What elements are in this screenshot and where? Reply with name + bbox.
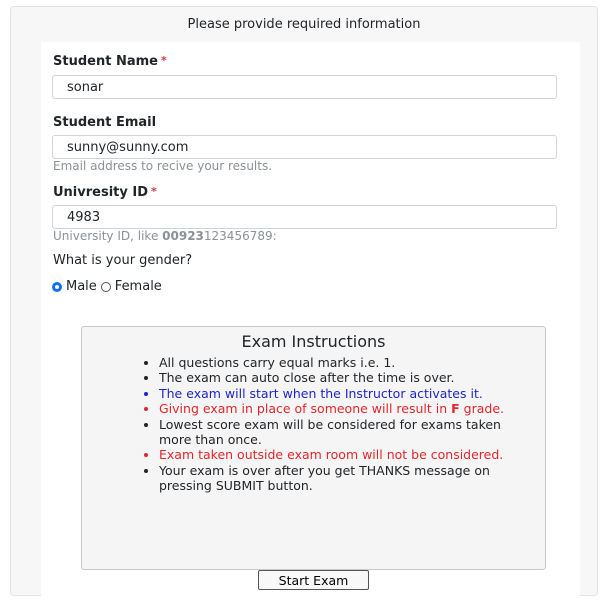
student-name-label-text: Student Name — [53, 54, 158, 69]
exam-instructions-title: Exam Instructions — [241, 332, 386, 351]
university-id-label-text: Univresity ID — [53, 185, 149, 200]
form-card — [10, 6, 598, 596]
instruction-item: • Lowest score exam will be considered for exams taken more than once. — [159, 417, 530, 448]
exam-instructions-list — [120, 355, 530, 494]
form-panel — [41, 42, 580, 597]
card-header-title: Please provide required information — [187, 16, 421, 32]
university-id-label — [53, 185, 157, 200]
card-header — [11, 7, 597, 41]
student-email-input[interactable] — [52, 135, 557, 159]
male-label[interactable]: Male — [66, 279, 97, 294]
instruction-item: • The exam will start when the Instructor activates it. — [159, 386, 530, 401]
university-id-help-text — [53, 229, 277, 243]
instruction-item: • Exam taken outside exam room will not be considered. — [159, 447, 530, 462]
student-email-label-text: Student Email — [53, 115, 157, 130]
help-suffix: 123456789: — [203, 229, 277, 243]
student-email-label — [53, 115, 156, 130]
help-bold: 00923 — [162, 229, 204, 243]
required-mark: * — [160, 54, 167, 67]
start-exam-button[interactable]: Start Exam — [258, 570, 369, 590]
university-id-input[interactable] — [52, 205, 557, 229]
instruction-item: • The exam can auto close after the time is over. — [159, 370, 530, 385]
male-radio[interactable] — [52, 282, 62, 292]
instruction-item: • Your exam is over after you get THANKS message on pressing SUBMIT button. — [159, 463, 530, 494]
instruction-item-bold: F — [451, 401, 460, 417]
instruction-item — [159, 401, 530, 416]
instruction-item-prefix: Giving exam in place of someone will result in — [159, 401, 452, 417]
exam-instructions-box — [81, 326, 546, 570]
instruction-item: • All questions carry equal marks i.e. 1. — [159, 355, 530, 370]
required-mark: * — [151, 185, 157, 198]
student-name-label — [53, 54, 167, 69]
instruction-item-suffix: grade. — [459, 401, 504, 417]
gender-question: What is your gender? — [53, 253, 193, 268]
email-help-text: Email address to recive your results. — [53, 159, 273, 173]
student-name-input[interactable] — [52, 75, 557, 99]
female-label[interactable]: Female — [114, 279, 162, 294]
gender-radio-group — [52, 279, 162, 294]
help-prefix: University ID, like — [53, 229, 163, 243]
female-radio[interactable] — [101, 282, 111, 292]
